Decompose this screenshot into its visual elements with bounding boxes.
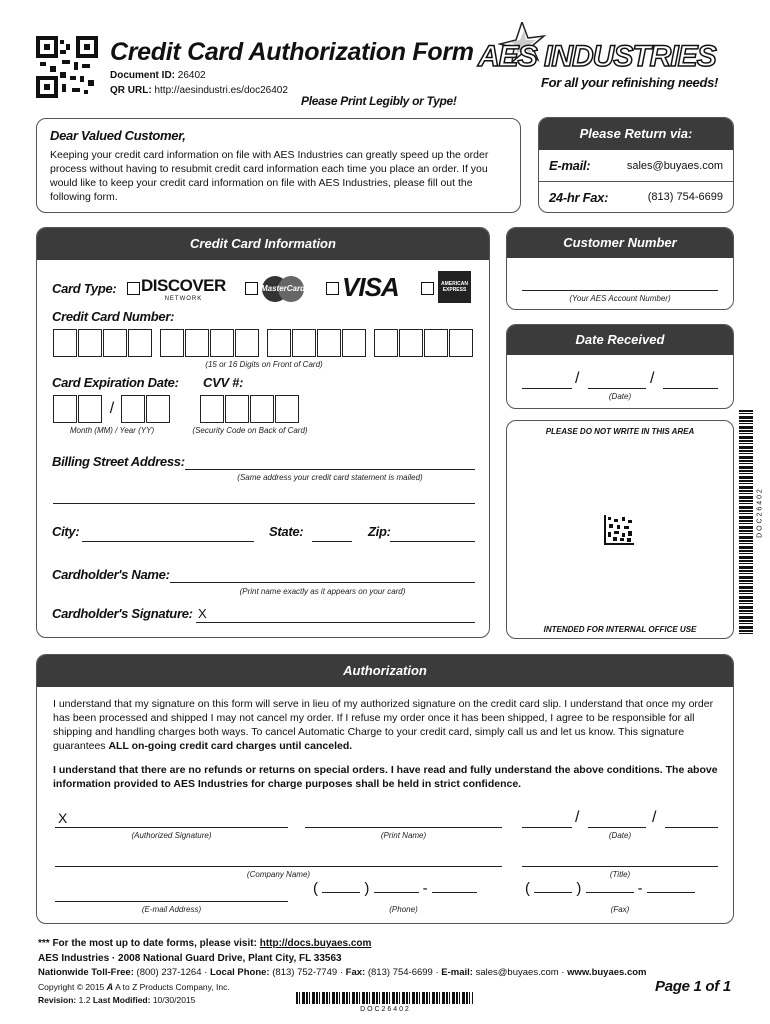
auth-email-hint: (E-mail Address)	[141, 905, 202, 914]
discover-checkbox[interactable]	[127, 282, 140, 295]
date-received-day[interactable]	[588, 388, 646, 389]
cardholder-name-input[interactable]	[170, 582, 475, 583]
doc-id-value: 26402	[177, 70, 206, 81]
cardholder-name-label: Cardholder's Name:	[52, 567, 170, 582]
expiration-label: Card Expiration Date:	[52, 375, 179, 390]
auth-date-hint: (Date)	[608, 831, 632, 840]
footer-contacts: Nationwide Toll-Free: (800) 237-1264 · Local Phone: (813) 752-7749 · Fax: (813) 754-6699 · E-mail: sales@buyaes.com · www.buyaes.com	[38, 967, 647, 978]
auth-title-hint: (Title)	[609, 870, 631, 879]
doc-id	[110, 70, 206, 81]
auth-phone-input[interactable]: ( ) -	[313, 880, 503, 897]
return-fax-label: 24-hr Fax:	[549, 189, 609, 205]
auth-date-slash1: /	[575, 809, 580, 826]
footer-revision	[38, 995, 195, 1005]
cardholder-signature-label: Cardholder's Signature:	[52, 606, 193, 621]
footer-copyright-text: Copyright © 2015	[38, 982, 105, 992]
footer-tollfree: (800) 237-1264	[136, 967, 202, 978]
auth-print-name-hint: (Print Name)	[380, 831, 427, 840]
auth-fax-input[interactable]: ( ) -	[525, 880, 720, 897]
logo-tagline: For all your refinishing needs!	[541, 75, 719, 90]
page-title: Credit Card Authorization Form	[110, 38, 474, 66]
auth-date-slash2: /	[652, 809, 657, 826]
authorization-para1	[53, 697, 718, 753]
auth-phone-hint: (Phone)	[389, 905, 418, 914]
visa-checkbox[interactable]	[326, 282, 339, 295]
footer-local-label: Local Phone:	[209, 967, 270, 978]
card-number-hint: (15 or 16 Digits on Front of Card)	[205, 360, 323, 369]
auth-company-hint: (Company Name)	[246, 870, 311, 879]
return-via-box	[538, 117, 734, 213]
return-email-row	[539, 150, 733, 182]
cardholder-signature-input[interactable]	[196, 622, 475, 623]
date-received-hint: (Date)	[608, 392, 632, 401]
qr-url-label: QR URL:	[110, 85, 152, 96]
footer-fax: (813) 754-6699	[367, 967, 433, 978]
mastercard-checkbox[interactable]	[245, 282, 258, 295]
doc-id-label: Document ID:	[110, 70, 175, 81]
customer-number-hint: (Your AES Account Number)	[569, 294, 671, 303]
footer-revision-label: Revision:	[38, 995, 77, 1005]
footer-docs-link[interactable]: http://docs.buyaes.com	[259, 938, 372, 949]
intro-heading: Dear Valued Customer,	[50, 128, 186, 143]
print-note: Please Print Legibly or Type!	[301, 94, 457, 108]
return-email-label: E-mail:	[549, 158, 591, 173]
footer-revision: 1.2	[78, 995, 91, 1005]
date-received-slash2: /	[650, 370, 655, 387]
footer-website-link[interactable]: www.buyaes.com	[567, 967, 647, 978]
state-label: State:	[269, 524, 304, 539]
discover-text: DISCOVER	[141, 276, 226, 295]
footer-company: A to Z Products Company, Inc.	[115, 982, 230, 992]
date-received-heading: Date Received	[507, 325, 733, 355]
auth-date-year[interactable]	[665, 827, 718, 828]
auth-date-day[interactable]	[588, 827, 646, 828]
card-type-label: Card Type:	[52, 281, 117, 296]
billing-input-line1[interactable]	[185, 469, 475, 470]
footer-modified: 10/30/2015	[152, 995, 196, 1005]
office-top-note: PLEASE DO NOT WRITE IN THIS AREA	[545, 427, 695, 436]
zip-input[interactable]	[390, 541, 475, 542]
cardholder-name-hint: (Print name exactly as it appears on your card)	[239, 587, 406, 596]
card-number-label: Credit Card Number:	[52, 309, 175, 324]
discover-network: NETWORK	[164, 296, 203, 302]
auth-signature-input[interactable]	[55, 827, 288, 828]
footer-barcode	[296, 992, 473, 1004]
card-info-heading: Credit Card Information	[37, 228, 489, 260]
return-email-value: sales@buyaes.com	[626, 159, 723, 172]
billing-label: Billing Street Address:	[52, 454, 185, 469]
zip-label: Zip:	[368, 524, 391, 539]
billing-input-line2[interactable]	[53, 503, 475, 504]
auth-fax-hint: (Fax)	[610, 905, 630, 914]
auth-company-input[interactable]	[55, 866, 502, 867]
billing-hint: (Same address your credit card statement is mailed)	[237, 473, 423, 482]
footer-email[interactable]: sales@buyaes.com	[475, 967, 559, 978]
card-number-boxes[interactable]	[53, 329, 474, 357]
footer-modified-label: Last Modified:	[92, 995, 151, 1005]
auth-print-name-input[interactable]	[305, 827, 502, 828]
office-bottom-note: INTENDED FOR INTERNAL OFFICE USE	[543, 625, 697, 634]
page-number: Page 1 of 1	[655, 978, 731, 995]
authorization-heading: Authorization	[37, 655, 733, 687]
qr-code	[36, 36, 98, 98]
footer-visit	[38, 938, 371, 949]
date-received-year[interactable]	[663, 388, 718, 389]
return-fax-value: (813) 754-6699	[647, 191, 723, 203]
expiration-boxes[interactable]	[53, 395, 171, 423]
footer-copyright	[38, 982, 230, 992]
footer-barcode-text: D O C 2 6 4 0 2	[360, 1006, 409, 1013]
customer-number-heading: Customer Number	[507, 228, 733, 258]
footer-local: (813) 752-7749	[272, 967, 338, 978]
vertical-barcode	[739, 410, 753, 635]
state-input[interactable]	[312, 541, 352, 542]
date-received-month[interactable]	[522, 388, 572, 389]
mastercard-text: MasterCard	[260, 284, 305, 293]
auth-date-month[interactable]	[522, 827, 572, 828]
discover-logo	[141, 276, 226, 302]
city-label: City:	[52, 524, 80, 539]
return-via-heading: Please Return via:	[539, 118, 733, 150]
qr-url-value: http://aesindustri.es/doc26402	[154, 85, 288, 96]
expiration-hint: Month (MM) / Year (YY)	[69, 426, 155, 435]
auth-email-input[interactable]	[55, 901, 288, 902]
footer-visit-text: *** For the most up to date forms, please visit:	[38, 938, 257, 949]
atoz-logo-icon: A	[106, 982, 114, 992]
cvv-hint: (Security Code on Back of Card)	[192, 426, 308, 435]
auth-signature-hint: (Authorized Signature)	[131, 831, 212, 840]
city-input[interactable]	[82, 541, 254, 542]
logo-text: AES INDUSTRIES	[478, 40, 716, 73]
cardholder-signature-x: X	[198, 606, 207, 621]
authorization-para1-text: I understand that my signature on this form will serve in lieu of my authorized signature on the credit card slip. I understand that once my order has been processed and shipped I may not cancel my order. If I refuse my order once it has been shipped, I agree to be responsible for all shipping and handling charges both ways. To cancel Automatic Charge to your credit card, simply call us and let us know. This signature guarantees	[53, 698, 714, 752]
cvv-boxes[interactable]	[200, 395, 300, 423]
intro-body: Keeping your credit card information on file with AES Industries can greatly speed up the order process without having to resubmit credit card information each time you place an order. If you would like to keep your credit card information on file with AES Industries, please fill out the following form.	[50, 149, 489, 203]
footer-tollfree-label: Nationwide Toll-Free:	[38, 967, 134, 978]
authorization-para1-bold: ALL on-going credit card charges until canceled.	[108, 740, 353, 752]
visa-logo: VISA	[342, 272, 399, 302]
authorization-para2: I understand that there are no refunds or returns on special orders. I have read and fully understand the above conditions. The above information provided to AES Industries for charge purposes shall be held in strict confidence.	[53, 764, 718, 790]
office-datamatrix	[604, 515, 634, 545]
return-fax-row	[539, 182, 733, 212]
customer-number-input[interactable]	[522, 290, 718, 291]
footer-email-label: E-mail:	[441, 967, 473, 978]
date-received-slash1: /	[575, 370, 580, 387]
amex-logo: AMERICAN EXPRESS	[438, 271, 471, 303]
footer-fax-label: Fax:	[345, 967, 366, 978]
footer-address: AES Industries · 2008 National Guard Drive, Plant City, FL 33563	[38, 953, 342, 964]
amex-checkbox[interactable]	[421, 282, 434, 295]
cvv-label: CVV #:	[203, 375, 244, 390]
vertical-barcode-text: D O C 2 6 4 0 2	[756, 489, 764, 538]
expiration-slash: /	[109, 400, 115, 417]
qr-url	[110, 85, 288, 96]
auth-sig-x: X	[58, 810, 68, 826]
auth-title-input[interactable]	[522, 866, 718, 867]
